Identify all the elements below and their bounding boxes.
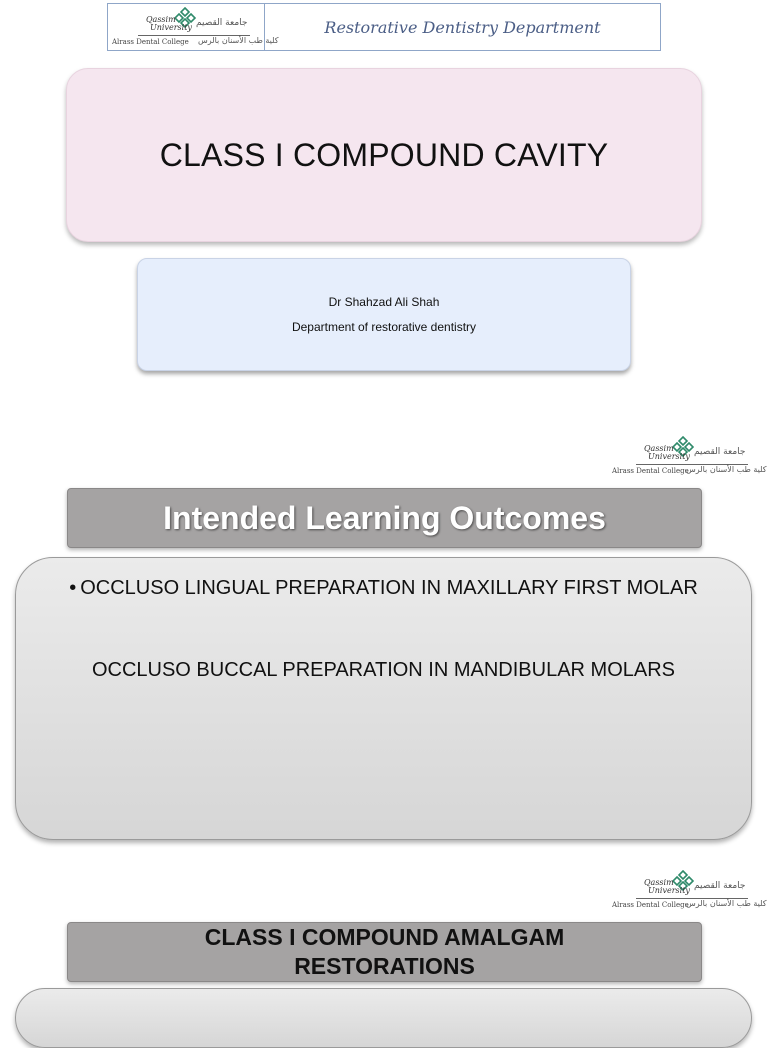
header-banner <box>107 3 661 51</box>
bullet-marker: • <box>69 577 77 599</box>
college-logo-slide3 <box>612 870 767 910</box>
university-name-line1: Qassim <box>146 15 176 24</box>
college-arabic-name: كلية طب الأسنان بالرس <box>686 899 767 908</box>
university-name-line2: University <box>648 886 690 895</box>
university-name-line2: University <box>150 23 192 32</box>
university-name-line2: University <box>648 452 690 461</box>
ilo-content-panel <box>15 557 752 840</box>
amalgam-content-panel <box>15 988 752 1048</box>
ilo-item-2-text: OCCLUSO BUCCAL PREPARATION IN MANDIBULAR MOLARS <box>91 659 676 681</box>
ilo-heading: Intended Learning Outcomes <box>163 499 606 536</box>
college-name: Alrass Dental College <box>612 901 689 909</box>
college-name: Alrass Dental College <box>112 38 189 46</box>
college-logo <box>112 7 279 47</box>
title-box <box>66 68 702 242</box>
college-arabic-name: كلية طب الأسنان بالرس <box>198 36 279 45</box>
ilo-item-1-text: OCCLUSO LINGUAL PREPARATION IN MAXILLARY FIRST MOLAR <box>80 577 698 599</box>
department-name: Restorative Dentistry Department <box>324 17 601 37</box>
presentation-title: CLASS I COMPOUND CAVITY <box>159 136 609 173</box>
author-box <box>137 258 631 371</box>
amalgam-heading-line1: CLASS I COMPOUND AMALGAM <box>204 924 565 950</box>
university-name-line1: Qassim <box>644 444 674 453</box>
college-logo-area <box>108 4 279 50</box>
amalgam-heading-line2: RESTORATIONS <box>294 953 475 979</box>
amalgam-heading <box>205 923 564 981</box>
author-name: Dr Shahzad Ali Shah <box>328 294 440 309</box>
university-arabic-name: جامعة القصيم <box>694 881 746 891</box>
amalgam-header <box>67 922 702 982</box>
college-arabic-name: كلية طب الأسنان بالرس <box>686 465 767 474</box>
college-logo-slide2 <box>612 436 767 476</box>
author-affiliation: Department of restorative dentistry <box>291 319 477 334</box>
college-name: Alrass Dental College <box>612 467 689 475</box>
university-arabic-name: جامعة القصيم <box>694 447 746 457</box>
ilo-header <box>67 488 702 548</box>
university-name-line1: Qassim <box>644 878 674 887</box>
university-arabic-name: جامعة القصيم <box>196 18 248 28</box>
ilo-item-2 <box>61 656 706 684</box>
ilo-item-1 <box>61 574 706 602</box>
